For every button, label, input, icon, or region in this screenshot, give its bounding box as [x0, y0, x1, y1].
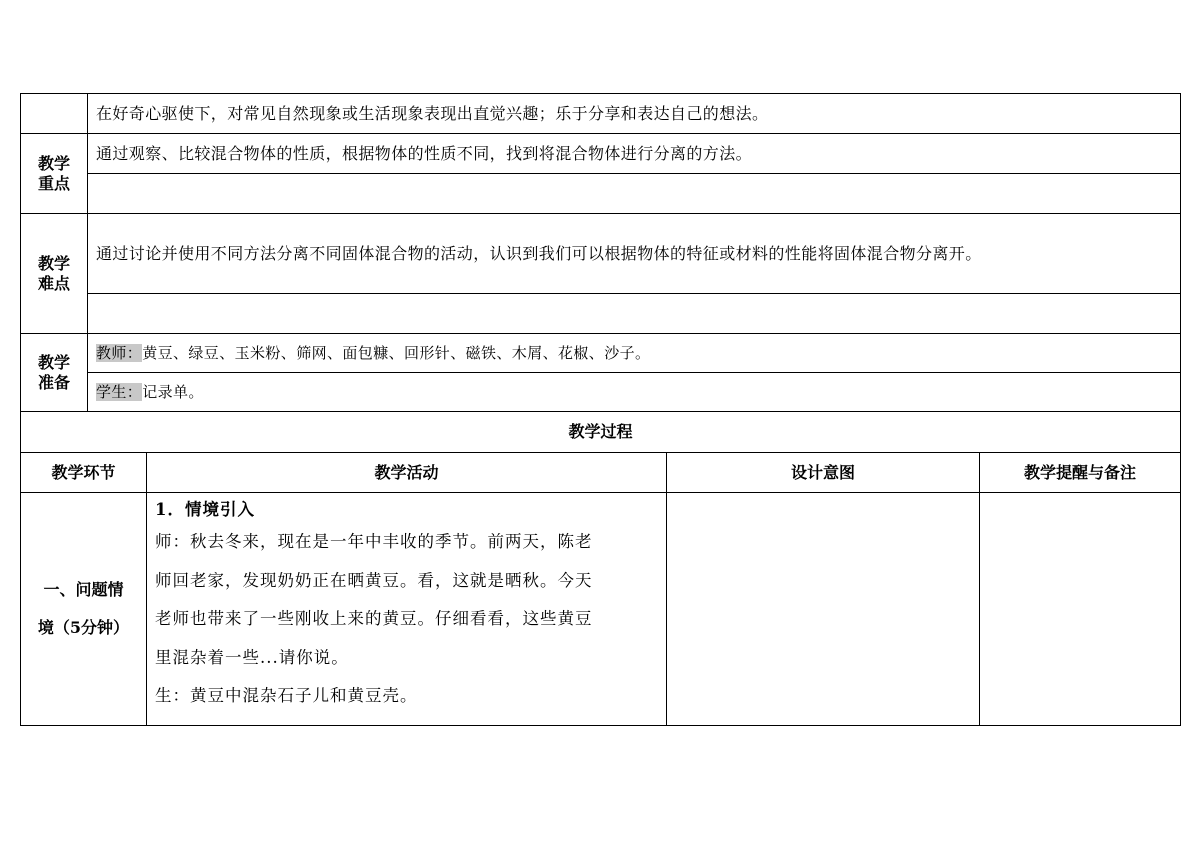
prep-teacher-row: [21, 334, 1181, 373]
activity-line-1: 师：秋去冬来，现在是一年中丰收的季节。前两天，陈老: [155, 532, 593, 551]
prep-label-line1: 教学: [37, 352, 70, 372]
key-points-label-line1: 教学: [37, 153, 70, 173]
prep-student-label: 学生：: [96, 383, 143, 401]
attitude-text: 在好奇心驱使下，对常见自然现象或生活现象表现出直觉兴趣；乐于分享和表达自己的想法。: [88, 94, 1181, 134]
difficulty-label: [21, 214, 88, 334]
difficulty-empty-row: [21, 294, 1181, 334]
activity-line-5: 生：黄豆中混杂石子儿和黄豆壳。: [155, 686, 418, 705]
key-points-label: [21, 134, 88, 214]
prep-teacher-text: 黄豆、绿豆、玉米粉、筛网、面包糠、回形针、磁铁、木屑、花椒、沙子。: [142, 344, 651, 362]
activity-line-3: 老师也带来了一些刚收上来的黄豆。仔细看看，这些黄豆: [155, 609, 593, 628]
stage-line1: 一、问题情: [43, 580, 124, 599]
step-title: 1．情境引入: [155, 500, 255, 519]
prep-student-cell: [88, 373, 1181, 412]
header-notes: 教学提醒与备注: [980, 453, 1181, 493]
header-intent: 设计意图: [667, 453, 980, 493]
intent-cell: [667, 493, 980, 726]
difficulty-text: 通过讨论并使用不同方法分离不同固体混合物的活动，认识到我们可以根据物体的特征或材料的性能将固体混合物分离开。: [88, 214, 1181, 294]
attitude-row: [21, 94, 1181, 134]
notes-cell: [980, 493, 1181, 726]
activity-cell: [147, 493, 667, 726]
lesson-plan-table: [20, 93, 1181, 726]
header-activity: 教学活动: [147, 453, 667, 493]
key-points-row: [21, 134, 1181, 174]
stage-row: [21, 493, 1181, 726]
prep-label-line2: 准备: [37, 372, 70, 392]
header-stage: 教学环节: [21, 453, 147, 493]
activity-line-4: 里混杂着一些...请你说。: [155, 647, 349, 667]
prep-teacher-cell: [88, 334, 1181, 373]
difficulty-label-line2: 难点: [37, 273, 70, 293]
prep-teacher-label: 教师：: [96, 344, 143, 362]
process-title: 教学过程: [21, 412, 1181, 453]
stage-line2: 境（5分钟）: [37, 618, 130, 637]
prep-student-row: [21, 373, 1181, 412]
prep-student-text: 记录单。: [142, 383, 204, 401]
attitude-label-cell: [21, 94, 88, 134]
stage-cell: [21, 493, 147, 726]
difficulty-empty-cell: [88, 294, 1181, 334]
key-points-text: 通过观察、比较混合物体的性质，根据物体的性质不同，找到将混合物体进行分离的方法。: [88, 134, 1181, 174]
activity-line-2: 师回老家，发现奶奶正在晒黄豆。看，这就是晒秋。今天: [155, 570, 593, 590]
process-header-row: [21, 453, 1181, 493]
difficulty-row: [21, 214, 1181, 294]
key-points-empty-cell: [88, 174, 1181, 214]
difficulty-label-line1: 教学: [37, 253, 70, 273]
prep-label: [21, 334, 88, 412]
key-points-label-line2: 重点: [37, 173, 70, 193]
key-points-empty-row: [21, 174, 1181, 214]
process-title-row: [21, 412, 1181, 453]
